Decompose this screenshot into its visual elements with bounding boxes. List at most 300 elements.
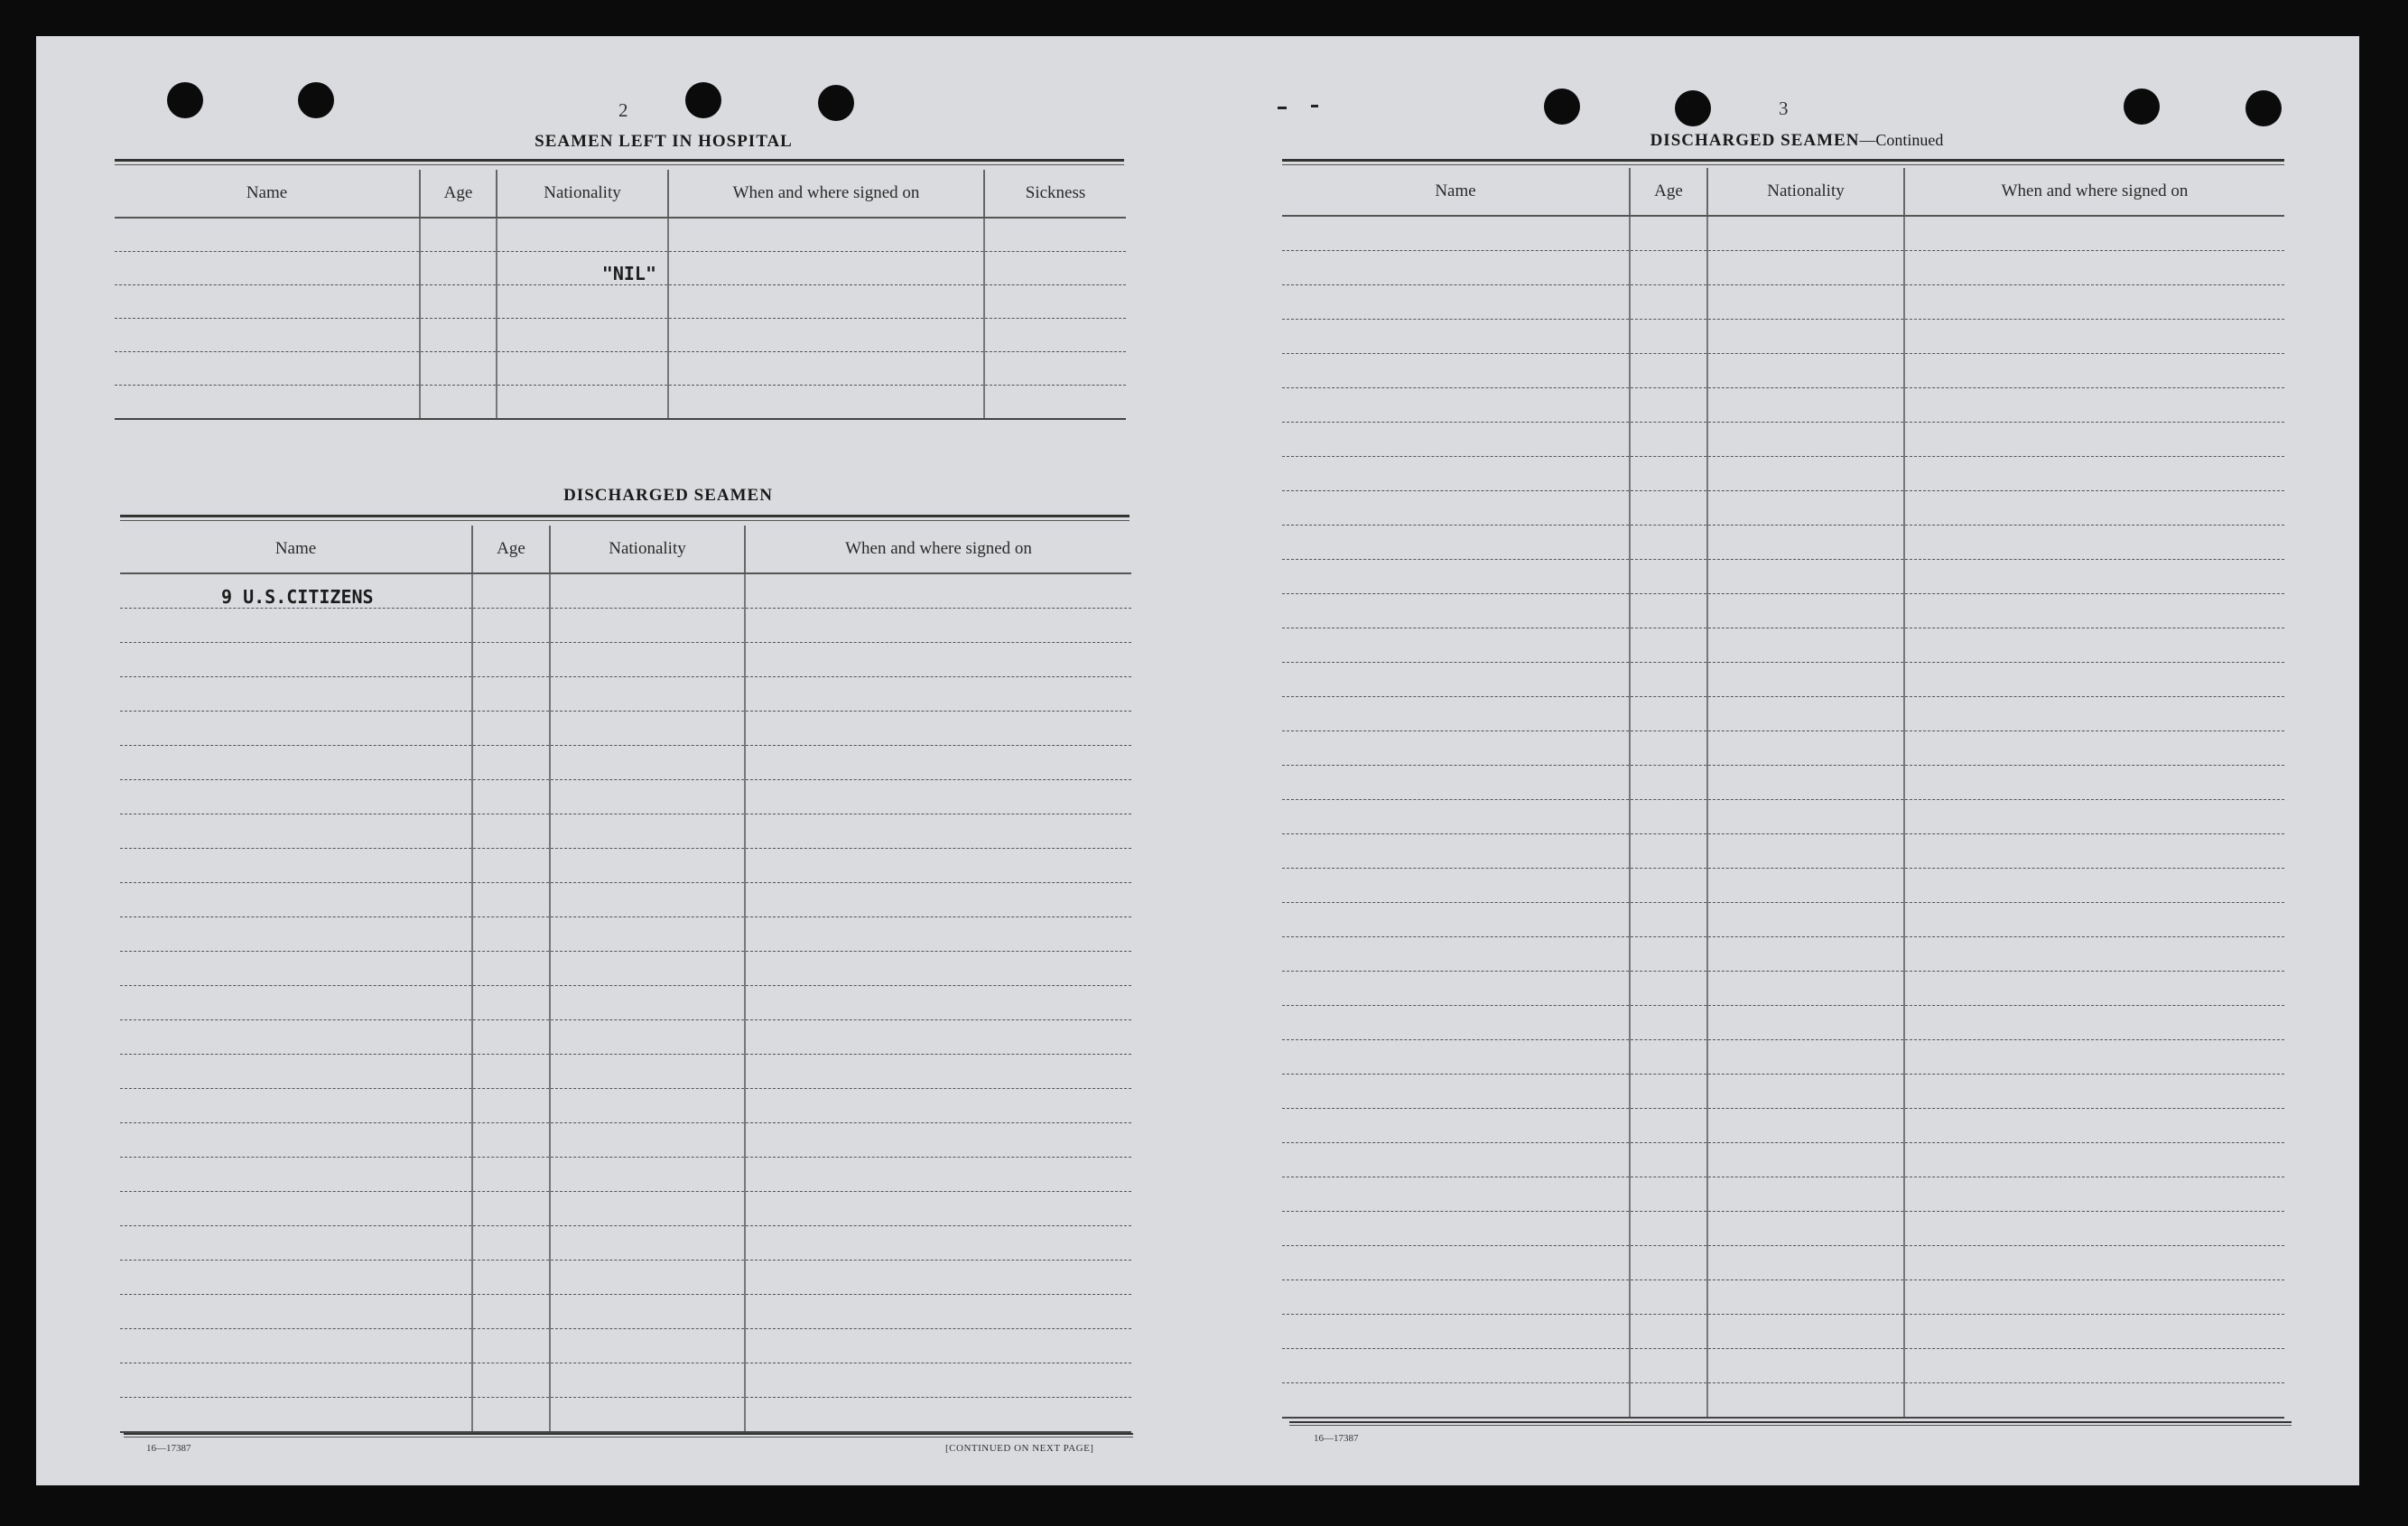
- table-row: [120, 1158, 1131, 1192]
- table-cell: [550, 746, 745, 780]
- table-cell: [1707, 251, 1904, 285]
- column-header-sickness: Sickness: [984, 170, 1126, 218]
- column-header-signed-on: When and where signed on: [1904, 168, 2284, 216]
- table-cell: [120, 917, 472, 952]
- column-header-signed-on: When and where signed on: [668, 170, 984, 218]
- table-cell: [550, 849, 745, 883]
- table-row: [1282, 1006, 2284, 1040]
- table-cell: [1282, 594, 1630, 628]
- table-cell: [120, 1398, 472, 1433]
- table-cell: [120, 677, 472, 712]
- table-cell: [1630, 1006, 1707, 1040]
- table-cell: [745, 1055, 1131, 1089]
- table-cell: [1904, 1143, 2284, 1177]
- table-cell: [1904, 1383, 2284, 1419]
- column-header-name: Name: [115, 170, 420, 218]
- punch-hole: [1544, 88, 1580, 125]
- table-cell: [1282, 216, 1630, 251]
- punch-hole: [1675, 90, 1711, 126]
- table-cell: [1282, 457, 1630, 491]
- table-cell: [550, 814, 745, 849]
- table-cell: [472, 1398, 550, 1433]
- table-row: [120, 1261, 1131, 1295]
- table-cell: [120, 986, 472, 1020]
- table-cell: [472, 1020, 550, 1055]
- table-cell: [1282, 320, 1630, 354]
- table-cell: [668, 252, 984, 285]
- table-cell: [1630, 697, 1707, 731]
- table-row: [1282, 320, 2284, 354]
- table-cell: [1904, 457, 2284, 491]
- table-cell: [1630, 491, 1707, 526]
- table-cell: [420, 285, 497, 319]
- footer-rule: [1289, 1421, 2292, 1426]
- right-page: [1219, 36, 2359, 1485]
- table-cell: [1904, 491, 2284, 526]
- table-cell: [472, 746, 550, 780]
- table-cell: [1904, 251, 2284, 285]
- table-cell: [1904, 903, 2284, 937]
- table-cell: [120, 849, 472, 883]
- table-cell: [550, 712, 745, 746]
- table-cell: [1707, 1246, 1904, 1280]
- punch-hole: [818, 85, 854, 121]
- table-cell: [745, 1295, 1131, 1329]
- table-cell: [1707, 423, 1904, 457]
- table-cell: [1630, 800, 1707, 834]
- table-cell: [1282, 972, 1630, 1006]
- table-cell: [1630, 216, 1707, 251]
- table-cell: [120, 1055, 472, 1089]
- table-cell: [1630, 423, 1707, 457]
- hospital-table: [115, 170, 1126, 420]
- table-cell: [550, 1295, 745, 1329]
- table-cell: [472, 814, 550, 849]
- title-rule: [1282, 159, 2284, 165]
- table-cell: [1630, 1177, 1707, 1212]
- table-cell: [1904, 1177, 2284, 1212]
- discharged-section-title: DISCHARGED SEAMEN: [563, 486, 773, 505]
- table-row: [1282, 937, 2284, 972]
- table-cell: [497, 218, 668, 252]
- table-cell: [1707, 628, 1904, 663]
- form-code: 16—17387: [146, 1443, 191, 1454]
- table-cell: [472, 1295, 550, 1329]
- table-row: [120, 573, 1131, 609]
- table-row: [1282, 216, 2284, 251]
- table-cell: [1707, 1109, 1904, 1143]
- table-cell: [472, 1055, 550, 1089]
- table-row: [120, 1020, 1131, 1055]
- table-cell: [120, 1089, 472, 1123]
- continued-suffix: —Continued: [1859, 131, 1944, 149]
- table-row: [1282, 697, 2284, 731]
- table-cell: [1904, 1212, 2284, 1246]
- table-cell: [745, 1261, 1131, 1295]
- table-cell: [1707, 1006, 1904, 1040]
- table-cell: [420, 252, 497, 285]
- table-cell: [745, 1158, 1131, 1192]
- table-cell: [497, 352, 668, 386]
- table-cell: [472, 1089, 550, 1123]
- table-cell: [550, 1363, 745, 1398]
- table-row: [120, 643, 1131, 677]
- table-cell: [1707, 800, 1904, 834]
- table-cell: [1707, 388, 1904, 423]
- table-cell: [1707, 491, 1904, 526]
- table-row: [1282, 663, 2284, 697]
- table-cell: [1904, 1109, 2284, 1143]
- table-cell: [1904, 320, 2284, 354]
- table-cell: [472, 1192, 550, 1226]
- table-cell: [1630, 354, 1707, 388]
- footer-rule: [124, 1433, 1133, 1438]
- table-cell: [550, 609, 745, 643]
- table-cell: [1707, 354, 1904, 388]
- table-cell: [1282, 491, 1630, 526]
- table-cell: [1282, 526, 1630, 560]
- table-row: [1282, 285, 2284, 320]
- table-cell: [1707, 1349, 1904, 1383]
- table-cell: [1707, 1040, 1904, 1075]
- table-cell: [1630, 1349, 1707, 1383]
- table-cell: [1904, 766, 2284, 800]
- table-row: [1282, 800, 2284, 834]
- table-cell: [1630, 1075, 1707, 1109]
- table-row: [120, 883, 1131, 917]
- table-cell: [472, 609, 550, 643]
- table-cell: [115, 386, 420, 420]
- table-row: [115, 252, 1126, 285]
- table-cell: [1904, 697, 2284, 731]
- table-cell: [472, 780, 550, 814]
- table-cell: [120, 1329, 472, 1363]
- table-cell: [1282, 1383, 1630, 1419]
- table-cell: [115, 218, 420, 252]
- table-row: [120, 1123, 1131, 1158]
- table-row: [115, 386, 1126, 420]
- table-cell: [1282, 1075, 1630, 1109]
- table-cell: [745, 952, 1131, 986]
- table-cell: [1707, 1075, 1904, 1109]
- table-cell: [1707, 1383, 1904, 1419]
- scan-speck: [1278, 107, 1287, 109]
- table-cell: [472, 917, 550, 952]
- table-row: [1282, 1177, 2284, 1212]
- table-row: [1282, 1143, 2284, 1177]
- table-cell: [550, 1089, 745, 1123]
- table-cell: [984, 218, 1126, 252]
- table-cell: [1904, 731, 2284, 766]
- hospital-section-title: SEAMEN LEFT IN HOSPITAL: [535, 132, 793, 151]
- table-cell: [1630, 560, 1707, 594]
- table-cell: [472, 677, 550, 712]
- column-header-age: Age: [472, 526, 550, 573]
- table-cell: [550, 643, 745, 677]
- table-row: [1282, 457, 2284, 491]
- table-row: [1282, 1349, 2284, 1383]
- table-row: [1282, 560, 2284, 594]
- table-cell: [1904, 526, 2284, 560]
- table-cell: [1904, 1280, 2284, 1315]
- table-cell: [745, 917, 1131, 952]
- table-cell: [1707, 1280, 1904, 1315]
- table-cell: [1707, 834, 1904, 869]
- left-page: [36, 36, 1219, 1485]
- table-cell: [1707, 1177, 1904, 1212]
- column-header-name: Name: [120, 526, 472, 573]
- table-row: [115, 218, 1126, 252]
- table-row: [120, 1192, 1131, 1226]
- table-cell: [497, 386, 668, 420]
- table-row: [1282, 1383, 2284, 1419]
- table-cell: [472, 849, 550, 883]
- table-cell: [1282, 423, 1630, 457]
- table-row: [120, 1055, 1131, 1089]
- table-cell: [472, 952, 550, 986]
- table-cell: [472, 712, 550, 746]
- table-row: [1282, 1075, 2284, 1109]
- table-cell: [745, 1089, 1131, 1123]
- table-cell: [1282, 834, 1630, 869]
- table-cell: [1282, 800, 1630, 834]
- table-cell: [1707, 1315, 1904, 1349]
- table-cell: [120, 814, 472, 849]
- table-cell: [1707, 457, 1904, 491]
- table-cell: [1282, 388, 1630, 423]
- table-cell: [472, 1363, 550, 1398]
- table-cell: [1282, 251, 1630, 285]
- table-cell: [1707, 869, 1904, 903]
- table-cell: [550, 1158, 745, 1192]
- table-row: [1282, 1315, 2284, 1349]
- table-cell: [1707, 320, 1904, 354]
- punch-hole: [2245, 90, 2282, 126]
- table-cell: [1282, 1040, 1630, 1075]
- page-number: 2: [618, 99, 628, 121]
- table-cell: [984, 352, 1126, 386]
- table-row: [1282, 354, 2284, 388]
- table-cell: [1630, 937, 1707, 972]
- table-row: [120, 849, 1131, 883]
- table-cell: [420, 319, 497, 352]
- table-cell: [1630, 663, 1707, 697]
- discharged-continued-table: [1282, 168, 2284, 1419]
- table-cell: [1630, 1040, 1707, 1075]
- table-cell: [1707, 972, 1904, 1006]
- table-cell: [1630, 1109, 1707, 1143]
- discharged-title-text: DISCHARGED SEAMEN: [1650, 131, 1860, 150]
- table-cell: [745, 677, 1131, 712]
- column-header-signed-on: When and where signed on: [745, 526, 1131, 573]
- column-header-age: Age: [420, 170, 497, 218]
- table-cell: [1630, 285, 1707, 320]
- table-cell: [1282, 1315, 1630, 1349]
- table-cell: [1904, 800, 2284, 834]
- table-cell: [1707, 766, 1904, 800]
- table-cell: [1630, 731, 1707, 766]
- table-cell: [668, 352, 984, 386]
- table-row: [120, 952, 1131, 986]
- table-row: [1282, 1246, 2284, 1280]
- table-cell: [550, 952, 745, 986]
- column-header-name: Name: [1282, 168, 1630, 216]
- table-cell: [1630, 972, 1707, 1006]
- table-row: [120, 1089, 1131, 1123]
- table-cell: [1630, 1143, 1707, 1177]
- table-cell: [1707, 937, 1904, 972]
- table-row: [1282, 628, 2284, 663]
- table-cell: [1630, 388, 1707, 423]
- table-cell: [120, 1295, 472, 1329]
- table-cell: [120, 883, 472, 917]
- punch-hole: [167, 82, 203, 118]
- table-cell: [1282, 1246, 1630, 1280]
- table-row: [1282, 972, 2284, 1006]
- table-row: [120, 1295, 1131, 1329]
- table-cell: [1630, 628, 1707, 663]
- table-cell: [1707, 1143, 1904, 1177]
- punch-hole: [2124, 88, 2160, 125]
- table-cell: [1707, 526, 1904, 560]
- table-cell: [1282, 1006, 1630, 1040]
- table-cell: [1630, 1246, 1707, 1280]
- table-cell: [1630, 903, 1707, 937]
- table-row: [120, 780, 1131, 814]
- form-code: 16—17387: [1314, 1433, 1359, 1444]
- table-row: [1282, 1212, 2284, 1246]
- table-row: [120, 712, 1131, 746]
- table-cell: [1904, 1075, 2284, 1109]
- table-cell: [120, 1158, 472, 1192]
- table-row: [120, 677, 1131, 712]
- table-cell: [745, 746, 1131, 780]
- table-cell: [1630, 526, 1707, 560]
- table-cell: [420, 218, 497, 252]
- table-cell: [1904, 663, 2284, 697]
- table-cell: [115, 252, 420, 285]
- table-cell: [420, 352, 497, 386]
- table-cell: [550, 573, 745, 609]
- table-cell: [120, 1363, 472, 1398]
- table-cell: [120, 952, 472, 986]
- table-row: [120, 746, 1131, 780]
- table-row: [1282, 423, 2284, 457]
- table-cell: [120, 1226, 472, 1261]
- table-cell: [1904, 1315, 2284, 1349]
- table-row: [1282, 526, 2284, 560]
- table-cell: [120, 1020, 472, 1055]
- table-cell: [550, 883, 745, 917]
- table-cell: [745, 883, 1131, 917]
- table-cell: [745, 712, 1131, 746]
- table-cell: [745, 986, 1131, 1020]
- table-cell: [472, 1226, 550, 1261]
- table-cell: [1630, 594, 1707, 628]
- punch-hole: [685, 82, 721, 118]
- table-cell: [745, 780, 1131, 814]
- discharged-header-row: [120, 526, 1131, 573]
- table-cell: [1904, 972, 2284, 1006]
- table-cell: [984, 285, 1126, 319]
- column-header-nationality: Nationality: [497, 170, 668, 218]
- table-cell: [1904, 285, 2284, 320]
- table-cell: [550, 1192, 745, 1226]
- table-cell: [115, 352, 420, 386]
- table-row: [120, 1398, 1131, 1433]
- table-cell: [115, 319, 420, 352]
- table-cell: [1282, 1143, 1630, 1177]
- table-row: [120, 917, 1131, 952]
- table-row: [1282, 594, 2284, 628]
- table-cell: [1707, 697, 1904, 731]
- table-row: [115, 319, 1126, 352]
- table-row: [120, 814, 1131, 849]
- table-cell: [1904, 1246, 2284, 1280]
- table-cell: [1630, 869, 1707, 903]
- table-cell: [1707, 1212, 1904, 1246]
- table-cell: [1904, 423, 2284, 457]
- table-cell: [1904, 388, 2284, 423]
- table-cell: [472, 883, 550, 917]
- table-row: [1282, 869, 2284, 903]
- table-cell: [1630, 320, 1707, 354]
- table-cell: [1707, 731, 1904, 766]
- table-cell: [984, 252, 1126, 285]
- table-cell: [550, 1261, 745, 1295]
- table-cell: [550, 986, 745, 1020]
- table-cell: [745, 643, 1131, 677]
- table-cell: [1904, 216, 2284, 251]
- table-cell: [1282, 354, 1630, 388]
- table-cell: [120, 1261, 472, 1295]
- table-cell: [668, 319, 984, 352]
- table-cell: [1904, 354, 2284, 388]
- table-row: [1282, 1280, 2284, 1315]
- continued-header-row: [1282, 168, 2284, 216]
- table-cell: [1282, 285, 1630, 320]
- table-cell: [472, 1158, 550, 1192]
- table-cell: [745, 1329, 1131, 1363]
- continued-note: [CONTINUED ON NEXT PAGE]: [945, 1443, 1094, 1454]
- table-cell: [745, 1398, 1131, 1433]
- table-row: [1282, 1109, 2284, 1143]
- table-cell: [120, 746, 472, 780]
- table-cell: [984, 319, 1126, 352]
- table-cell: [1707, 216, 1904, 251]
- table-cell: [550, 917, 745, 952]
- table-cell: [550, 1123, 745, 1158]
- table-cell: [984, 386, 1126, 420]
- table-cell: [120, 643, 472, 677]
- first-entry: 9 U.S.CITIZENS: [120, 573, 472, 609]
- table-cell: [1282, 697, 1630, 731]
- table-cell: [745, 1020, 1131, 1055]
- column-header-nationality: Nationality: [550, 526, 745, 573]
- table-cell: [1282, 1177, 1630, 1212]
- table-cell: [472, 643, 550, 677]
- table-cell: [472, 986, 550, 1020]
- table-cell: [1282, 1109, 1630, 1143]
- table-cell: [497, 285, 668, 319]
- table-cell: [1904, 1349, 2284, 1383]
- table-cell: [120, 1192, 472, 1226]
- table-cell: [745, 1192, 1131, 1226]
- scanned-document: [36, 36, 2359, 1485]
- table-row: [1282, 251, 2284, 285]
- table-cell: [745, 609, 1131, 643]
- table-cell: [1630, 1280, 1707, 1315]
